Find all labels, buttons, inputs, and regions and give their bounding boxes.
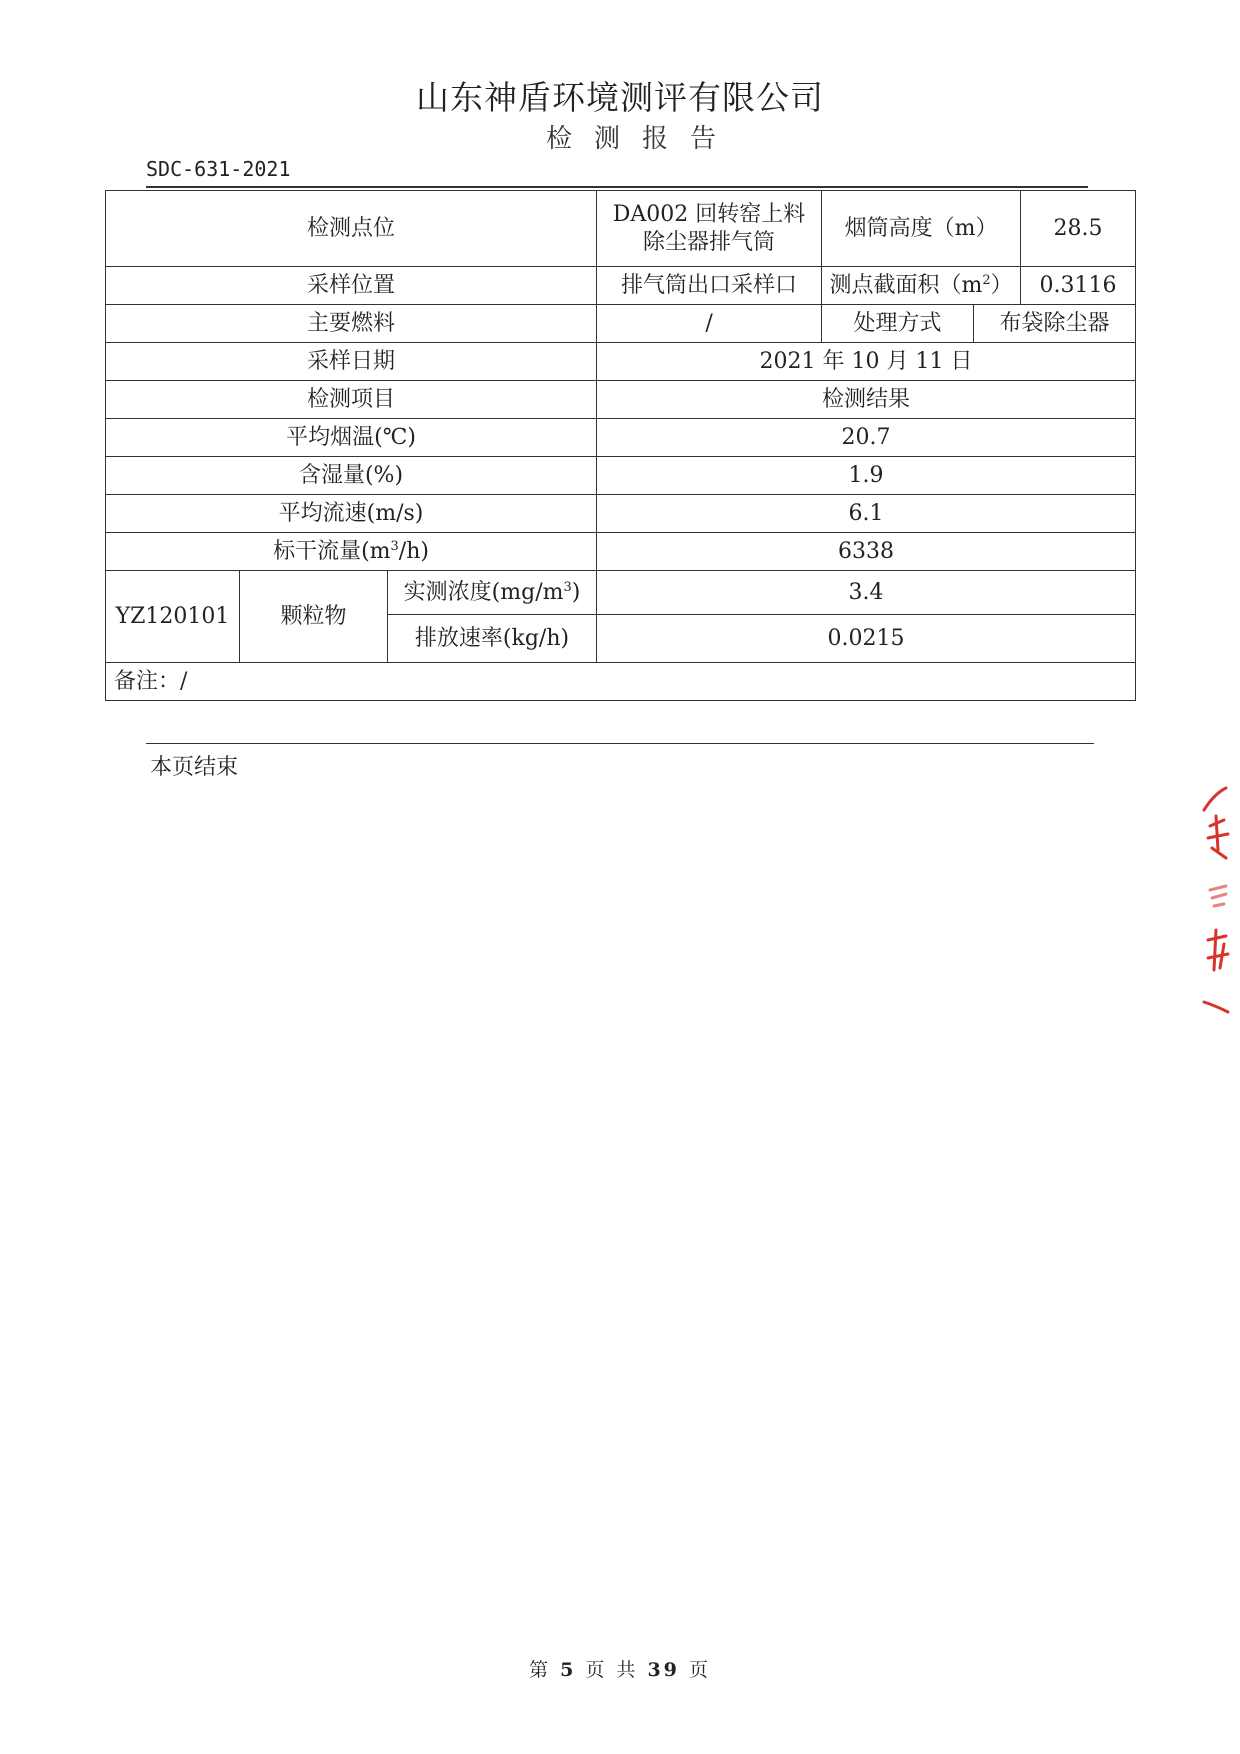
- sample-code: YZ120101: [106, 571, 240, 663]
- avg-temp-label: 平均烟温(℃): [106, 419, 597, 457]
- footer-middle: 页 共: [585, 1659, 639, 1681]
- page-footer: [0, 1655, 1240, 1682]
- avg-velocity-value: 6.1: [597, 495, 1136, 533]
- moisture-label: 含湿量(%): [106, 457, 597, 495]
- page-end-text: 本页结束: [150, 755, 239, 780]
- current-page-number: 5: [560, 1659, 577, 1681]
- seam-stamp-icon: [1196, 780, 1240, 1020]
- point-label: 检测点位: [106, 191, 597, 267]
- item-header: 检测项目: [106, 381, 597, 419]
- total-page-number: 39: [647, 1659, 680, 1681]
- footer-prefix: 第: [529, 1659, 552, 1681]
- table-row: [106, 663, 1136, 701]
- treatment-value: 布袋除尘器: [974, 305, 1136, 343]
- remark: 备注：/: [106, 663, 1136, 701]
- result-header: 检测结果: [597, 381, 1136, 419]
- pollutant-name: 颗粒物: [240, 571, 388, 663]
- emission-rate-value: 0.0215: [597, 615, 1136, 663]
- stack-height-label: 烟筒高度（m）: [822, 191, 1021, 267]
- sampling-position-value: 排气筒出口采样口: [597, 267, 822, 305]
- table-row: [106, 381, 1136, 419]
- table-row: [106, 571, 1136, 615]
- table-row: [106, 419, 1136, 457]
- table-row: [106, 495, 1136, 533]
- concentration-label: 实测浓度$(mg/m^3)$: [388, 571, 597, 615]
- section-area-label: 测点截面积$(m^2)$: [822, 267, 1021, 305]
- table-row: [106, 533, 1136, 571]
- table-row: [106, 191, 1136, 267]
- avg-velocity-label: 平均流速(m/s): [106, 495, 597, 533]
- concentration-value: 3.4: [597, 571, 1136, 615]
- test-report-table: [105, 190, 1136, 701]
- company-name: 山东神盾环境测评有限公司: [416, 78, 824, 117]
- fuel-label: 主要燃料: [106, 305, 597, 343]
- treatment-label: 处理方式: [822, 305, 974, 343]
- report-subtitle: 检测报告: [545, 124, 738, 154]
- table-end-rule: [146, 743, 1094, 744]
- dry-flow-label: 标干流量$(m^3/h)$: [106, 533, 597, 571]
- section-area-value: 0.3116: [1021, 267, 1136, 305]
- moisture-value: 1.9: [597, 457, 1136, 495]
- table-row: [106, 267, 1136, 305]
- footer-suffix: 页: [688, 1659, 711, 1681]
- sampling-position-label: 采样位置: [106, 267, 597, 305]
- header-rule: [146, 186, 1088, 188]
- fuel-value: /: [597, 305, 822, 343]
- point-value: [597, 191, 822, 267]
- point-value-line1: DA002 回转窑上料: [612, 202, 806, 227]
- table-row: [106, 305, 1136, 343]
- stack-height-value: 28.5: [1021, 191, 1136, 267]
- report-number: SDC-631-2021: [146, 157, 291, 181]
- emission-rate-label: 排放速率(kg/h): [388, 615, 597, 663]
- dry-flow-value: 6338: [597, 533, 1136, 571]
- table-row: [106, 457, 1136, 495]
- point-value-line2: 除尘器排气筒: [643, 229, 776, 255]
- table-row: [106, 343, 1136, 381]
- date-value: 2021 年 10 月 11 日: [597, 343, 1136, 381]
- avg-temp-value: 20.7: [597, 419, 1136, 457]
- date-label: 采样日期: [106, 343, 597, 381]
